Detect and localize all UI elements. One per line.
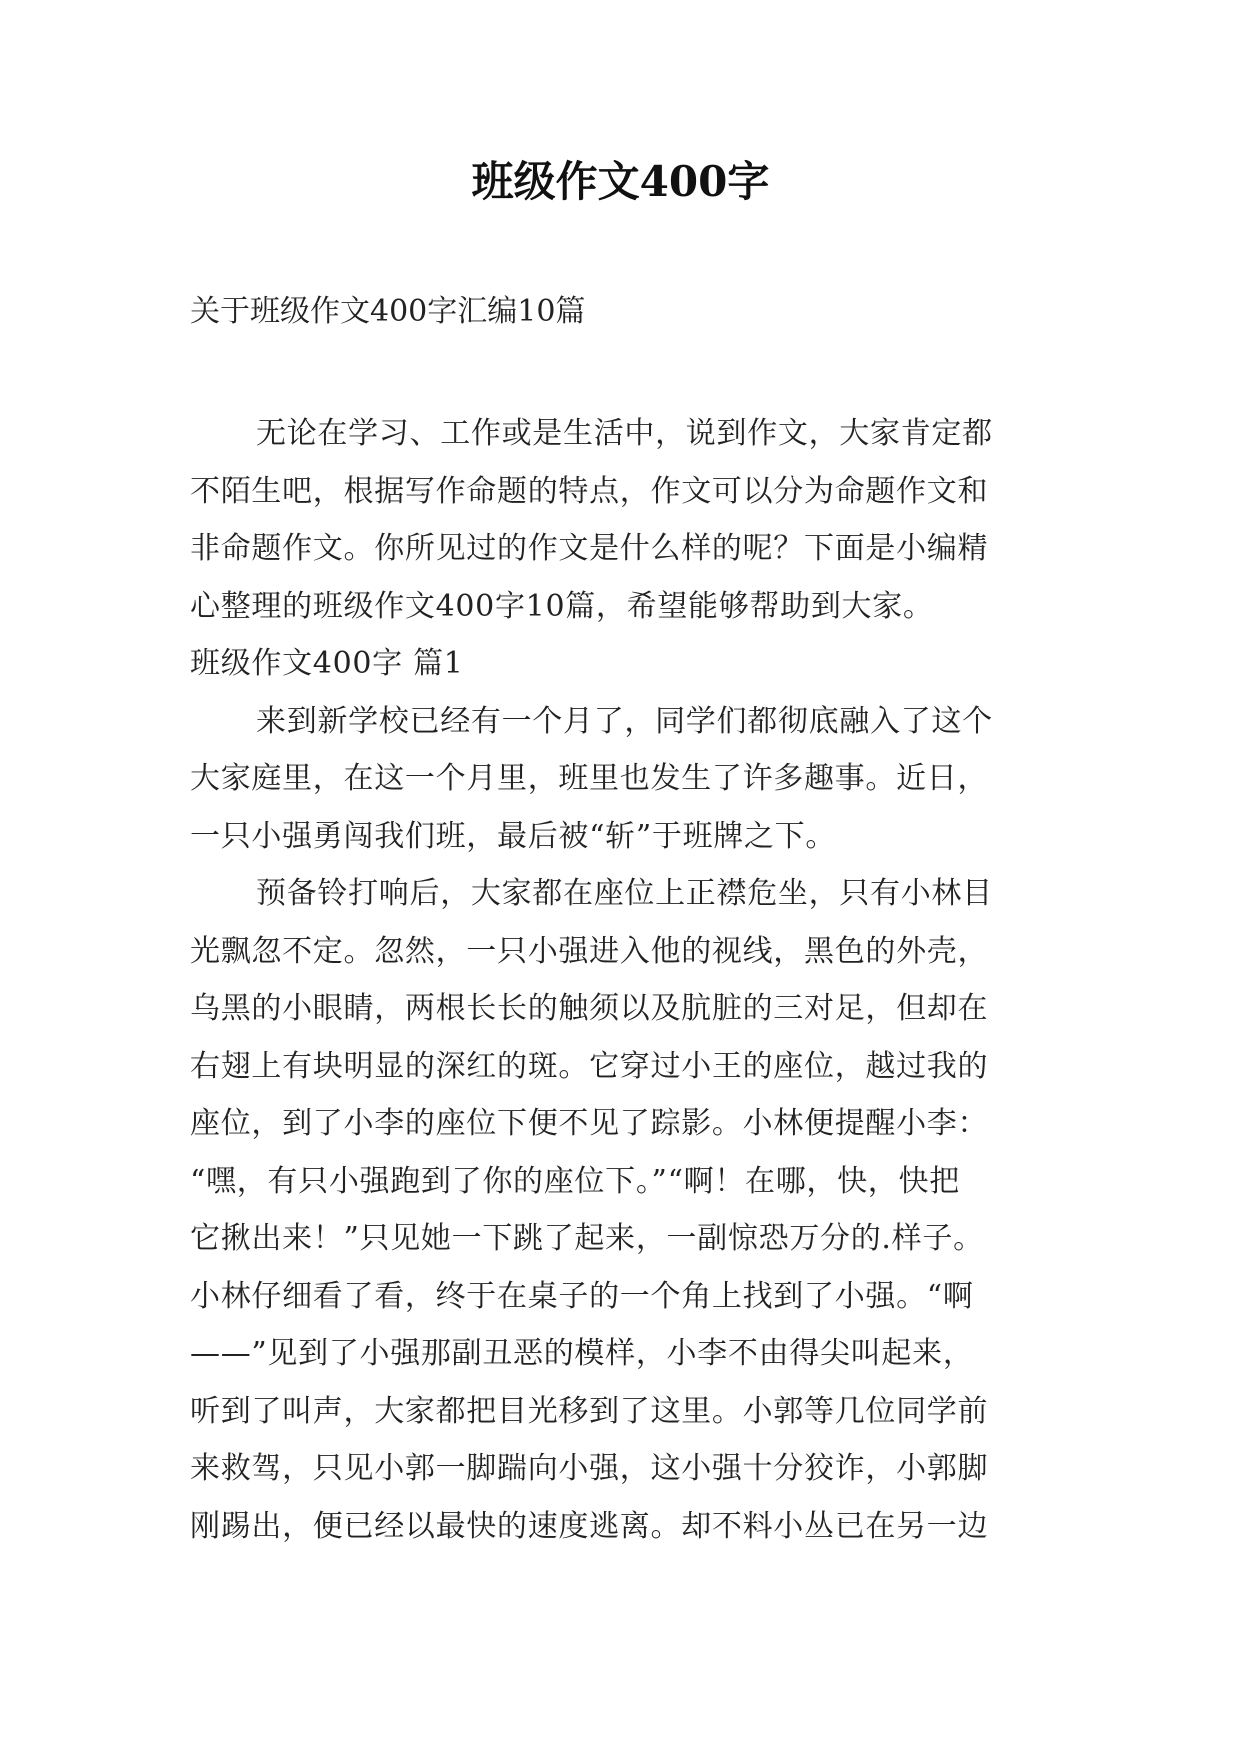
paragraph-line: 它揪出来！”只见她一下跳了起来，一副惊恐万分的.样子。 bbox=[190, 1221, 984, 1256]
document-subtitle: 关于班级作文400字汇编10篇 bbox=[190, 294, 586, 329]
paragraph-line: 非命题作文。你所见过的作文是什么样的呢？下面是小编精 bbox=[190, 531, 989, 566]
section-heading: 班级作文400字 篇1 bbox=[190, 646, 464, 681]
paragraph-line: 无论在学习、工作或是生活中，说到作文，大家肯定都 bbox=[256, 416, 993, 451]
paragraph-line: 乌黑的小眼睛，两根长长的触须以及肮脏的三对足，但却在 bbox=[190, 991, 989, 1026]
paragraph-line: 预备铃打响后，大家都在座位上正襟危坐，只有小林目 bbox=[256, 876, 993, 911]
paragraph-line: 听到了叫声，大家都把目光移到了这里。小郭等几位同学前 bbox=[190, 1393, 989, 1429]
paragraph-line: 心整理的班级作文400字10篇，希望能够帮助到大家。 bbox=[190, 588, 934, 624]
paragraph-line: 不陌生吧，根据写作命题的特点，作文可以分为命题作文和 bbox=[190, 473, 989, 509]
paragraph-line: 一只小强勇闯我们班，最后被“斩”于班牌之下。 bbox=[190, 818, 837, 854]
document-title: 班级作文400字 bbox=[471, 157, 770, 206]
paragraph-line: 刚踢出，便已经以最快的速度逃离。却不料小丛已在另一边 bbox=[190, 1508, 989, 1544]
paragraph-line: 座位，到了小李的座位下便不见了踪影。小林便提醒小李： bbox=[190, 1106, 989, 1141]
document-body bbox=[190, 405, 1070, 1555]
paragraph-line: 大家庭里，在这一个月里，班里也发生了许多趣事。近日， bbox=[190, 761, 989, 796]
paragraph-line: ——”见到了小强那副丑恶的模样，小李不由得尖叫起来， bbox=[190, 1336, 974, 1371]
paragraph-line: 右翅上有块明显的深红的斑。它穿过小王的座位，越过我的 bbox=[190, 1048, 989, 1084]
paragraph-line: 来到新学校已经有一个月了，同学们都彻底融入了这个 bbox=[256, 703, 993, 739]
paragraph-line: 光飘忽不定。忽然，一只小强进入他的视线，黑色的外壳， bbox=[190, 933, 989, 969]
paragraph-line: “嘿，有只小强跑到了你的座位下。”“啊！在哪，快，快把 bbox=[190, 1163, 960, 1199]
paragraph-line: 来救驾，只见小郭一脚踹向小强，这小强十分狡诈，小郭脚 bbox=[190, 1451, 989, 1486]
paragraph-line: 小林仔细看了看，终于在桌子的一个角上找到了小强。“啊 bbox=[190, 1278, 974, 1314]
